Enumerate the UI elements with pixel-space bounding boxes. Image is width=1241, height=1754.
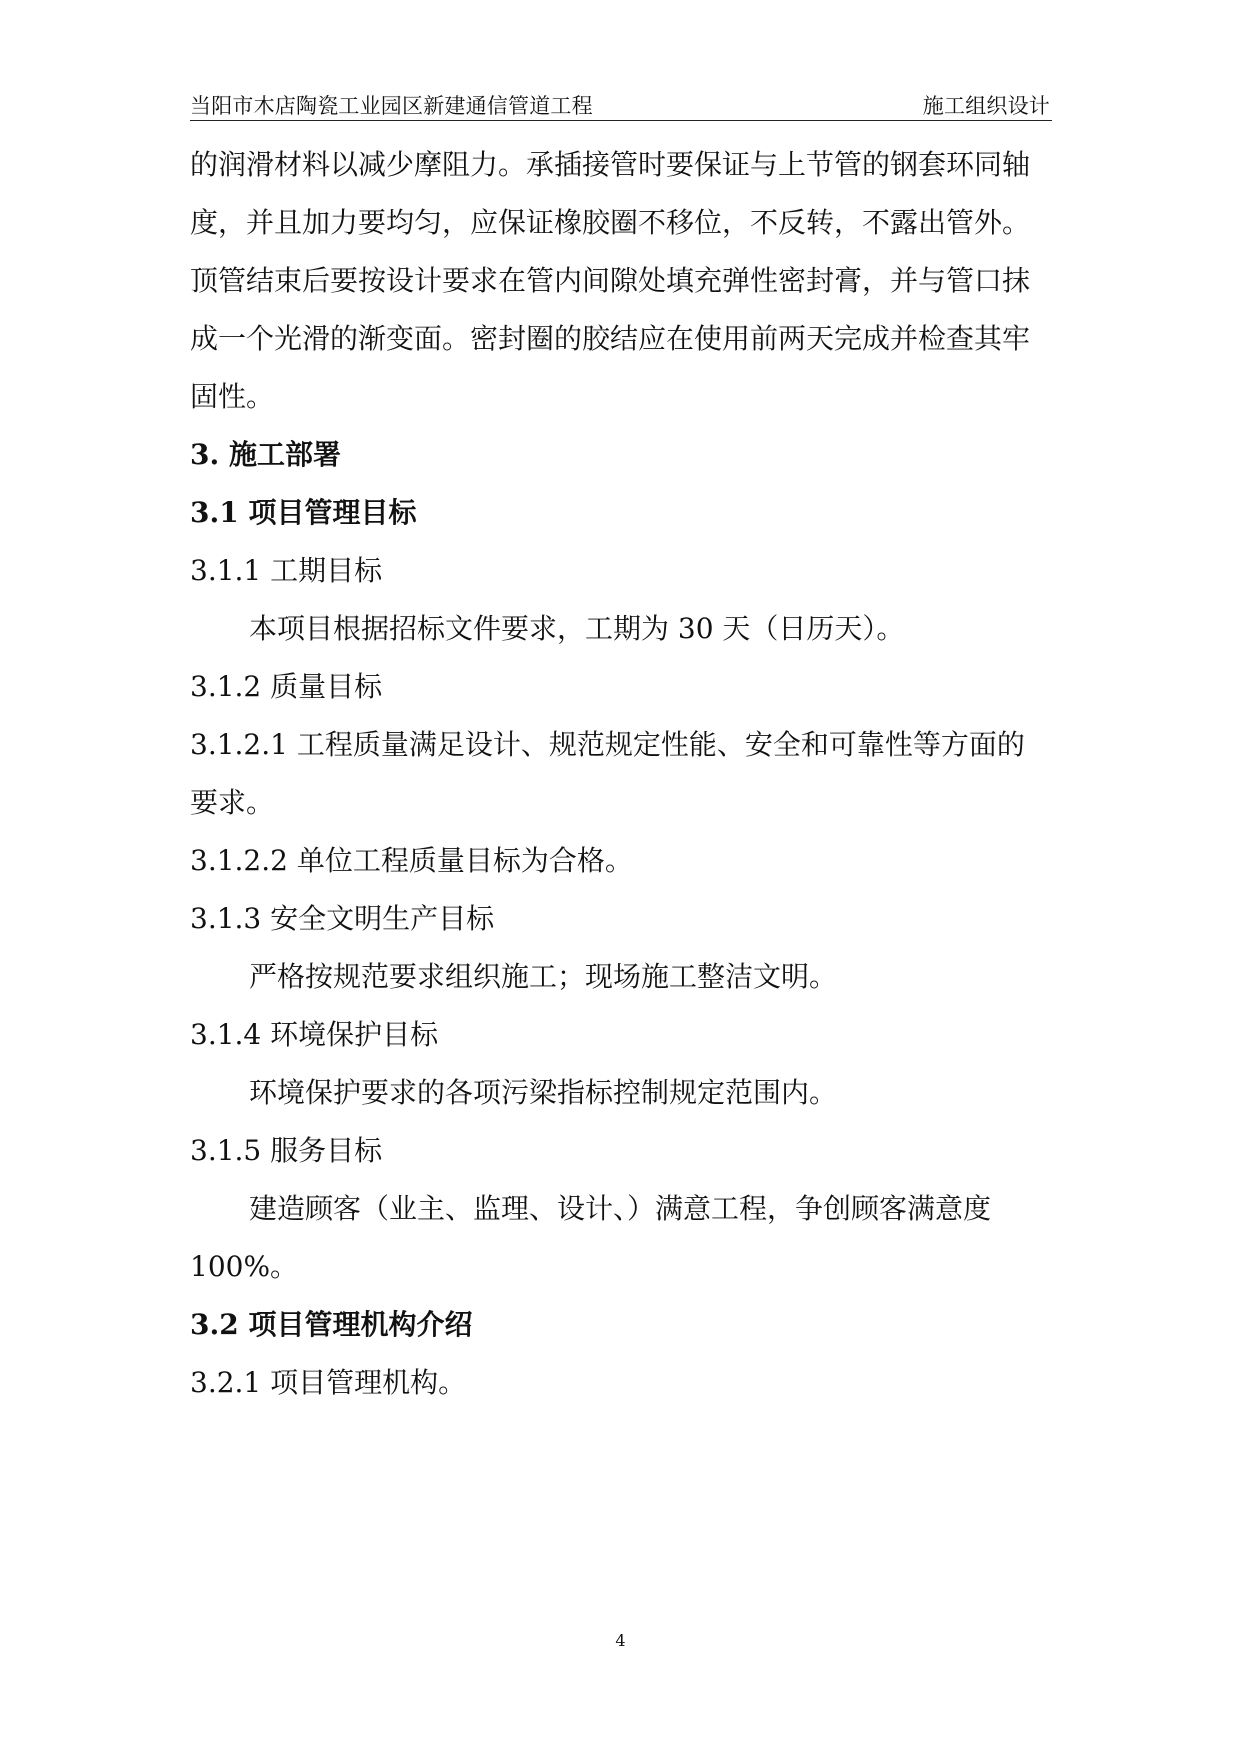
heading-section-3-1-4: 3.1.4 环境保护目标 xyxy=(190,1018,439,1051)
heading-section-3-1-1: 3.1.1 工期目标 xyxy=(190,554,383,587)
heading-section-3-2-1: 3.2.1 项目管理机构。 xyxy=(190,1366,467,1399)
heading-section-3-1-3: 3.1.3 安全文明生产目标 xyxy=(190,902,495,935)
paragraph-line: 本项目根据招标文件要求，工期为 30 天（日历天）。 xyxy=(249,612,905,645)
paragraph-line: 要求。 xyxy=(190,786,275,819)
header-project-title: 当阳市木店陶瓷工业园区新建通信管道工程 xyxy=(190,94,593,118)
paragraph-line: 度，并且加力要均匀，应保证橡胶圈不移位，不反转，不露出管外。 xyxy=(190,206,1031,239)
paragraph-line: 100%。 xyxy=(190,1250,299,1283)
paragraph-line: 3.1.2.1 工程质量满足设计、规范规定性能、安全和可靠性等方面的 xyxy=(190,728,1025,761)
paragraph-line: 成一个光滑的渐变面。密封圈的胶结应在使用前两天完成并检查其牢 xyxy=(190,322,1031,355)
paragraph-line: 严格按规范要求组织施工；现场施工整洁文明。 xyxy=(249,960,838,993)
heading-section-3-1-5: 3.1.5 服务目标 xyxy=(190,1134,383,1167)
paragraph-line: 环境保护要求的各项污梁指标控制规定范围内。 xyxy=(249,1076,838,1109)
heading-section-3: 3. 施工部署 xyxy=(190,438,341,471)
heading-section-3-2: 3.2 项目管理机构介绍 xyxy=(190,1308,473,1341)
paragraph-line: 固性。 xyxy=(190,380,275,413)
header-document-type: 施工组织设计 xyxy=(922,94,1050,118)
paragraph-line: 的润滑材料以减少摩阻力。承插接管时要保证与上节管的钢套环同轴 xyxy=(190,148,1031,181)
paragraph-line: 建造顾客（业主、监理、设计、）满意工程，争创顾客满意度 xyxy=(249,1192,992,1225)
paragraph-line: 顶管结束后要按设计要求在管内间隙处填充弹性密封膏，并与管口抹 xyxy=(190,264,1031,297)
heading-section-3-1-2: 3.1.2 质量目标 xyxy=(190,670,383,703)
page-header xyxy=(190,86,1052,121)
page-number: 4 xyxy=(615,1631,626,1650)
heading-section-3-1: 3.1 项目管理目标 xyxy=(190,496,417,529)
paragraph-line: 3.1.2.2 单位工程质量目标为合格。 xyxy=(190,844,633,877)
